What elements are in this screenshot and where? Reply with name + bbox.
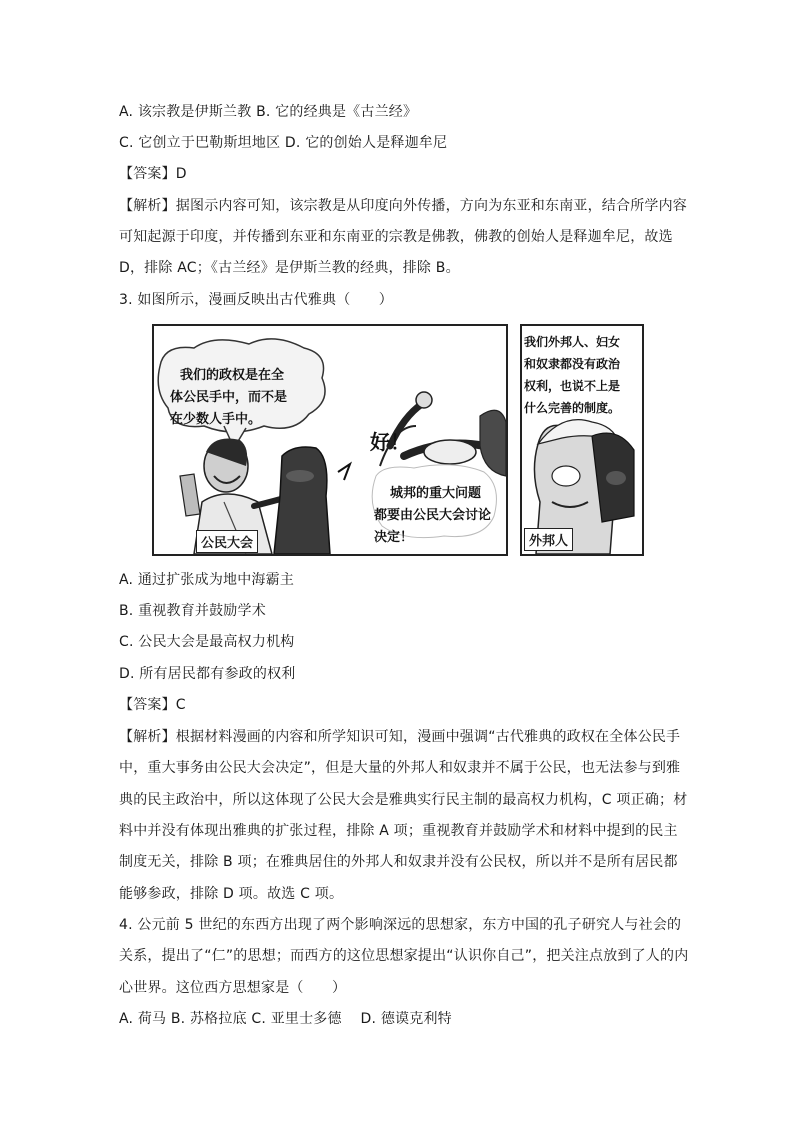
q2-analysis-line-3: D，排除 AC；《古兰经》是伊斯兰教的经典，排除 B。	[119, 260, 460, 276]
comic-panel-foreigner	[520, 324, 644, 556]
q3-analysis-line-2: 中，重大事务由公民大会决定”，但是大量的外邦人和奴隶并不属于公民，也无法参与到雅	[119, 760, 681, 776]
q3-option-b: B. 重视教育并鼓励学术	[119, 603, 266, 619]
q2-option-ab: A. 该宗教是伊斯兰教 B. 它的经典是《古兰经》	[119, 104, 418, 120]
assembly-caption-line-2: 都要由公民大会讨论	[374, 508, 492, 523]
q3-analysis-line-3: 典的民主政治中，所以这体现了公民大会是雅典实行民主制的最高权力机构，C 项正确；材	[119, 792, 688, 808]
q3-analysis-line-5: 制度无关，排除 B 项；在雅典居住的外邦人和奴隶并没有公民权，所以并不是所有居民都	[119, 854, 678, 870]
assembly-bubble-line-2: 体公民手中，而不是	[170, 390, 288, 405]
q4-options: A. 荷马 B. 苏格拉底 C. 亚里士多德 D. 德谟克利特	[119, 1011, 452, 1027]
q4-stem-line-3: 心世界。这位西方思想家是（ ）	[119, 980, 347, 996]
foreigner-label: 外邦人	[524, 528, 573, 551]
assembly-bubble-line-3: 在少数人手中。	[170, 412, 262, 427]
q4-stem-line-1: 4. 公元前 5 世纪的东西方出现了两个影响深远的思想家，东方中国的孔子研究人与社会的	[119, 917, 682, 933]
foreigner-bubble-line-4: 什么完善的制度。	[524, 401, 621, 415]
cheer-text: 好！	[370, 430, 410, 454]
foreigner-bubble-line-2: 和奴隶都没有政治	[524, 357, 621, 371]
q3-option-d: D. 所有居民都有参政的权利	[119, 666, 296, 682]
q3-analysis-line-1: 【解析】根据材料漫画的内容和所学知识可知，漫画中强调“古代雅典的政权在全体公民手	[119, 729, 681, 745]
q3-option-c: C. 公民大会是最高权力机构	[119, 634, 295, 650]
assembly-bubble-line-1: 我们的政权是在全	[180, 368, 285, 383]
assembly-caption-line-1: 城邦的重大问题	[390, 486, 482, 501]
q3-analysis-line-6: 能够参政，排除 D 项。故选 C 项。	[119, 886, 344, 902]
foreigner-bubble-line-3: 权利，也说不上是	[524, 379, 621, 393]
q4-stem-line-2: 关系，提出了“仁”的思想；而西方的这位思想家提出“认识你自己”，把关注点放到了人的内	[119, 948, 689, 964]
assembly-caption-line-3: 决定！	[374, 530, 414, 545]
q3-answer: 【答案】C	[119, 697, 186, 713]
q3-stem: 3. 如图所示，漫画反映出古代雅典（ ）	[119, 292, 394, 308]
q2-analysis-line-1: 【解析】据图示内容可知，该宗教是从印度向外传播，方向为东亚和东南亚，结合所学内容	[119, 198, 687, 214]
q3-analysis-line-4: 料中并没有体现出雅典的扩张过程，排除 A 项；重视教育并鼓励学术和材料中提到的民主	[119, 823, 678, 839]
comic-panel-assembly	[152, 324, 508, 556]
assembly-label: 公民大会	[196, 530, 258, 553]
q2-option-cd: C. 它创立于巴勒斯坦地区 D. 它的创始人是释迦牟尼	[119, 135, 448, 151]
q2-answer: 【答案】D	[119, 166, 187, 182]
foreigner-bubble-line-1: 我们外邦人、妇女	[524, 335, 621, 349]
q2-analysis-line-2: 可知起源于印度，并传播到东亚和东南亚的宗教是佛教，佛教的创始人是释迦牟尼，故选	[119, 229, 673, 245]
q3-option-a: A. 通过扩张成为地中海霸主	[119, 572, 295, 588]
